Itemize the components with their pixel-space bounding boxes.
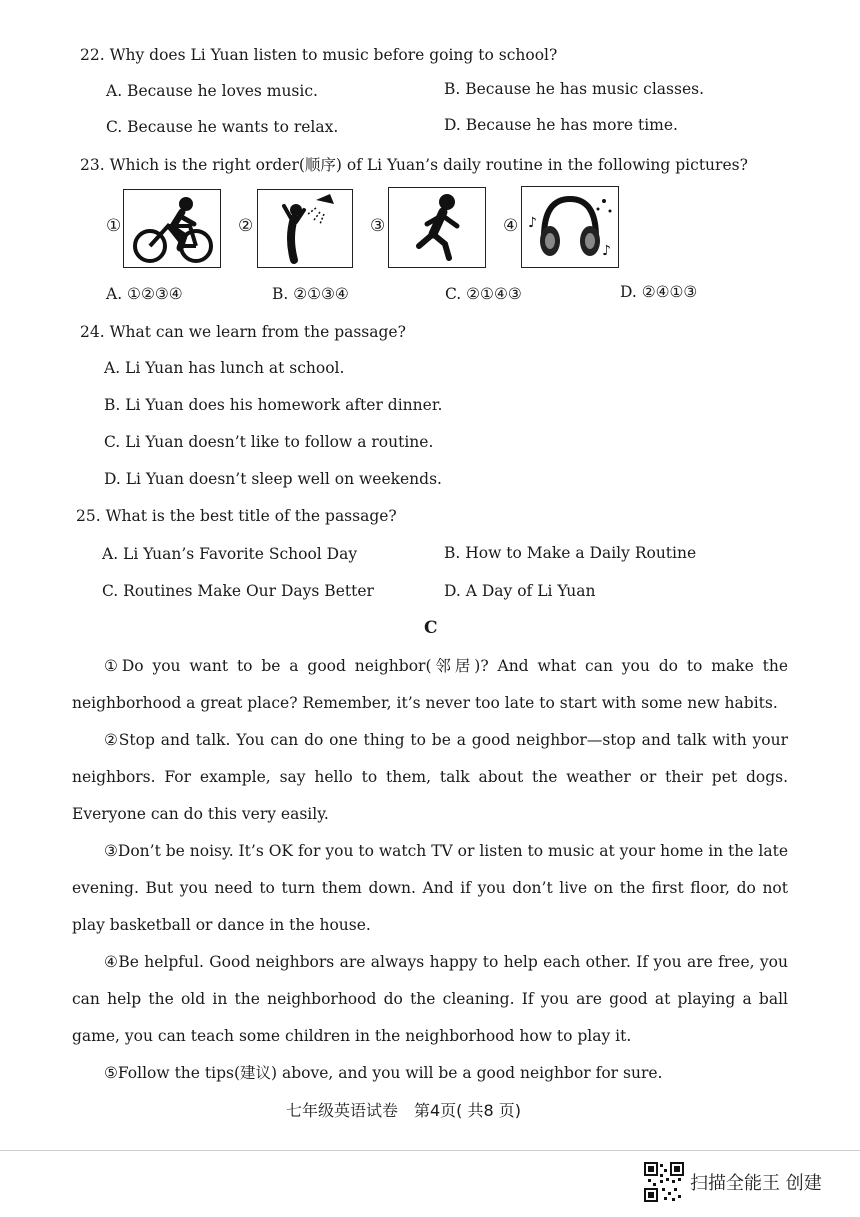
question-24-option-d: D. Li Yuan doesn’t sleep well on weekends. (104, 470, 442, 488)
picture-3-box (388, 187, 486, 268)
svg-text:♪: ♪ (602, 243, 611, 259)
question-23-stem: 23. Which is the right order(顺序) of Li Yuan’s daily routine in the following pictures? (80, 156, 748, 174)
passage-paragraph-2: ②Stop and talk. You can do one thing to be a good neighbor—stop and talk with your neighbors. For example, say hello to them, talk about the weather or their pet dogs. Everyone can do this very easily. (72, 731, 788, 823)
question-22-option-c: C. Because he wants to relax. (106, 118, 339, 136)
picture-1-number: ① (106, 216, 122, 236)
question-25-option-b: B. How to Make a Daily Routine (444, 544, 697, 562)
picture-1-box (123, 189, 221, 268)
question-24-stem: 24. What can we learn from the passage? (80, 323, 406, 341)
cycling-icon (124, 190, 220, 267)
question-24-option-a: A. Li Yuan has lunch at school. (104, 359, 345, 377)
footer-divider (0, 1150, 860, 1151)
question-22-option-b: B. Because he has music classes. (444, 80, 704, 98)
question-25-option-a: A. Li Yuan’s Favorite School Day (102, 545, 358, 563)
question-24-option-b: B. Li Yuan does his homework after dinner. (104, 396, 443, 414)
passage-paragraph-5: ⑤Follow the tips(建议) above, and you will be a good neighbor for sure. (104, 1064, 663, 1082)
passage-paragraph-1: ①Do you want to be a good neighbor(邻居)? And what can you do to make the neighborhood a great place? Remember, it’s never too late to start with some new habits. (72, 657, 788, 712)
picture-3-number: ③ (370, 216, 386, 236)
section-c-passage (72, 648, 788, 1092)
section-c-heading: C (424, 618, 438, 638)
headphones-icon (522, 187, 618, 267)
running-icon (389, 188, 485, 267)
svg-text:♪: ♪ (528, 215, 537, 231)
shower-icon (258, 190, 352, 267)
question-25-stem: 25. What is the best title of the passage? (76, 507, 397, 525)
page-footer: 七年级英语试卷 第4页( 共8 页) (286, 1101, 522, 1120)
scanner-label: 扫描全能王 创建 (690, 1173, 822, 1194)
qr-code-icon (644, 1162, 684, 1202)
question-22-option-a: A. Because he loves music. (106, 82, 318, 100)
picture-4-box (521, 186, 619, 268)
question-24-option-c: C. Li Yuan doesn’t like to follow a routine. (104, 433, 434, 451)
question-25-option-d: D. A Day of Li Yuan (444, 582, 596, 600)
question-23-option-d: D. ②④①③ (620, 283, 698, 301)
question-23-option-c: C. ②①④③ (445, 285, 522, 303)
question-25-option-c: C. Routines Make Our Days Better (102, 582, 374, 600)
scanner-watermark (644, 1162, 822, 1202)
passage-paragraph-4: ④Be helpful. Good neighbors are always happy to help each other. If you are free, you can help the old in the neighborhood do the cleaning. If you are good at playing a ball game, you can teach some children in the neighborhood how to play it. (72, 953, 788, 1045)
picture-4-number: ④ (503, 216, 519, 236)
picture-2-number: ② (238, 216, 254, 236)
question-22-stem: 22. Why does Li Yuan listen to music before going to school? (80, 46, 558, 64)
question-23-option-b: B. ②①③④ (272, 285, 349, 303)
question-23-option-a: A. ①②③④ (106, 285, 183, 303)
passage-paragraph-3: ③Don’t be noisy. It’s OK for you to watch TV or listen to music at your home in the late evening. But you need to turn them down. And if you don’t live on the first floor, do not play basketball or dance in the house. (72, 842, 788, 934)
question-22-option-d: D. Because he has more time. (444, 116, 678, 134)
picture-2-box (257, 189, 353, 268)
